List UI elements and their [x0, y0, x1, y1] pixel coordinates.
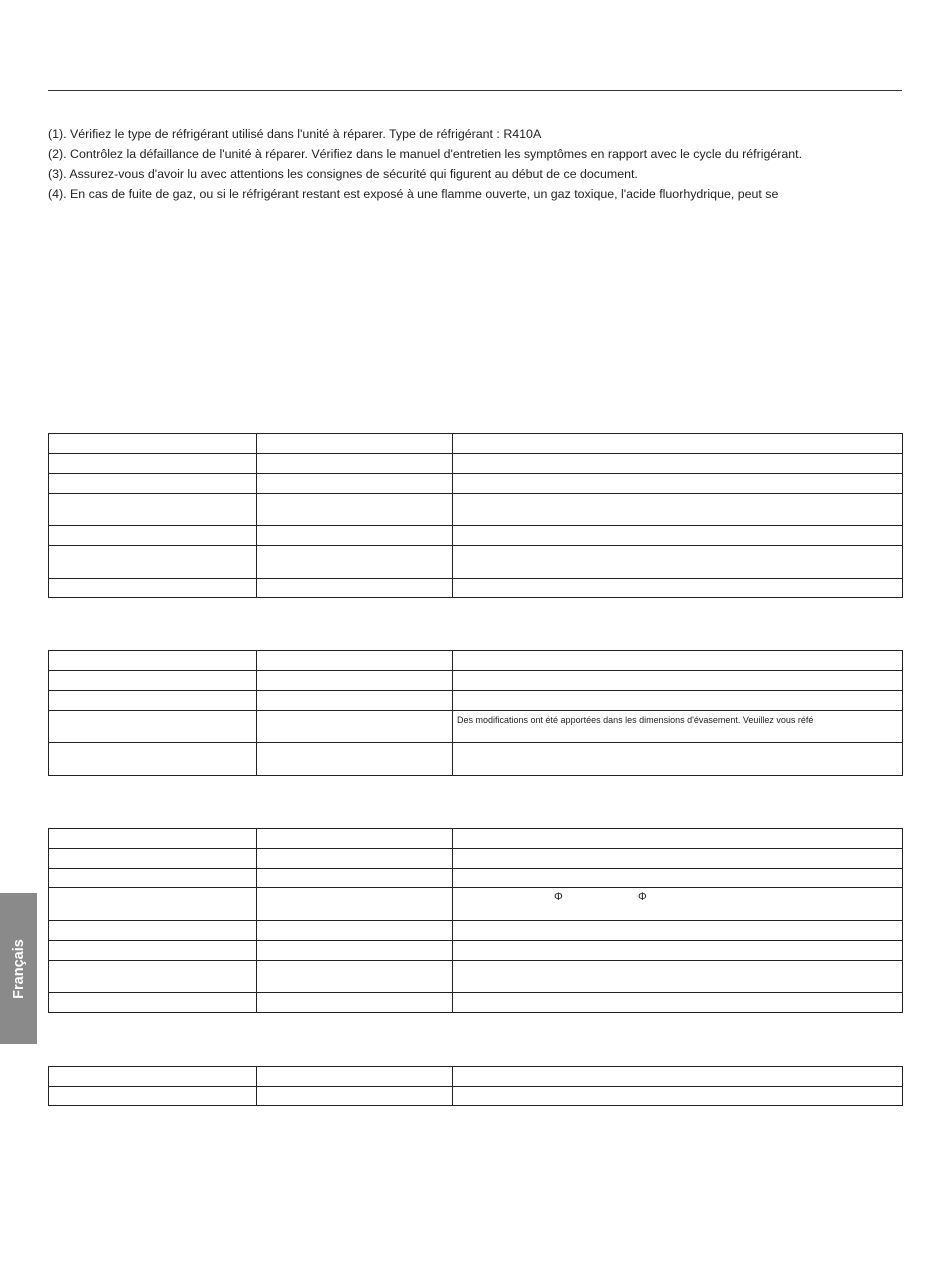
intro-list: [48, 124, 908, 204]
intro-item-1: (1). Vérifiez le type de réfrigérant utilisé dans l'unité à réparer. Type de réfrigérant : R410A: [48, 127, 542, 141]
table-row: [49, 546, 903, 579]
table-4: [48, 1066, 903, 1106]
phi-symbol-2: Φ: [638, 891, 647, 903]
table-row: [49, 454, 903, 474]
table-1: [48, 433, 903, 598]
table-row: [49, 671, 903, 691]
table-row: [49, 474, 903, 494]
language-label: Français: [10, 938, 27, 999]
table-row: [49, 743, 903, 776]
table-row: [49, 849, 903, 869]
table-row: [49, 941, 903, 961]
table-row: [49, 526, 903, 546]
table-row: [49, 711, 903, 743]
table-2: [48, 650, 903, 776]
language-side-tab: [0, 893, 37, 1044]
table-row: [49, 434, 903, 454]
intro-item-2: (2). Contrôlez la défaillance de l'unité à réparer. Vérifiez dans le manuel d'entretien les symptômes en rapport avec le cycle du réfrigérant.: [48, 147, 803, 161]
table-row: [49, 993, 903, 1013]
intro-item-4: (4). En cas de fuite de gaz, ou si le réfrigérant restant est exposé à une flamme ouverte, un gaz toxique, l'acide fluorhydrique, peut se: [48, 187, 779, 201]
table-row: [49, 579, 903, 598]
phi-symbol-1: Φ: [554, 891, 563, 903]
table-3: [48, 828, 903, 1013]
top-rule: [48, 90, 902, 91]
table-row: [49, 921, 903, 941]
table-row: [49, 691, 903, 711]
table-row: [49, 1087, 903, 1106]
table-row: [49, 1067, 903, 1087]
flare-dimension-note: Des modifications ont été apportées dans les dimensions d'évasement. Veuillez vous réfé: [453, 711, 903, 743]
table-row: [49, 961, 903, 993]
table-row: [49, 888, 903, 921]
table-row: [49, 494, 903, 526]
table-row: [49, 829, 903, 849]
intro-item-3: (3). Assurez-vous d'avoir lu avec attentions les consignes de sécurité qui figurent au début de ce document.: [48, 167, 638, 181]
table-row: [49, 651, 903, 671]
table-row: [49, 869, 903, 888]
